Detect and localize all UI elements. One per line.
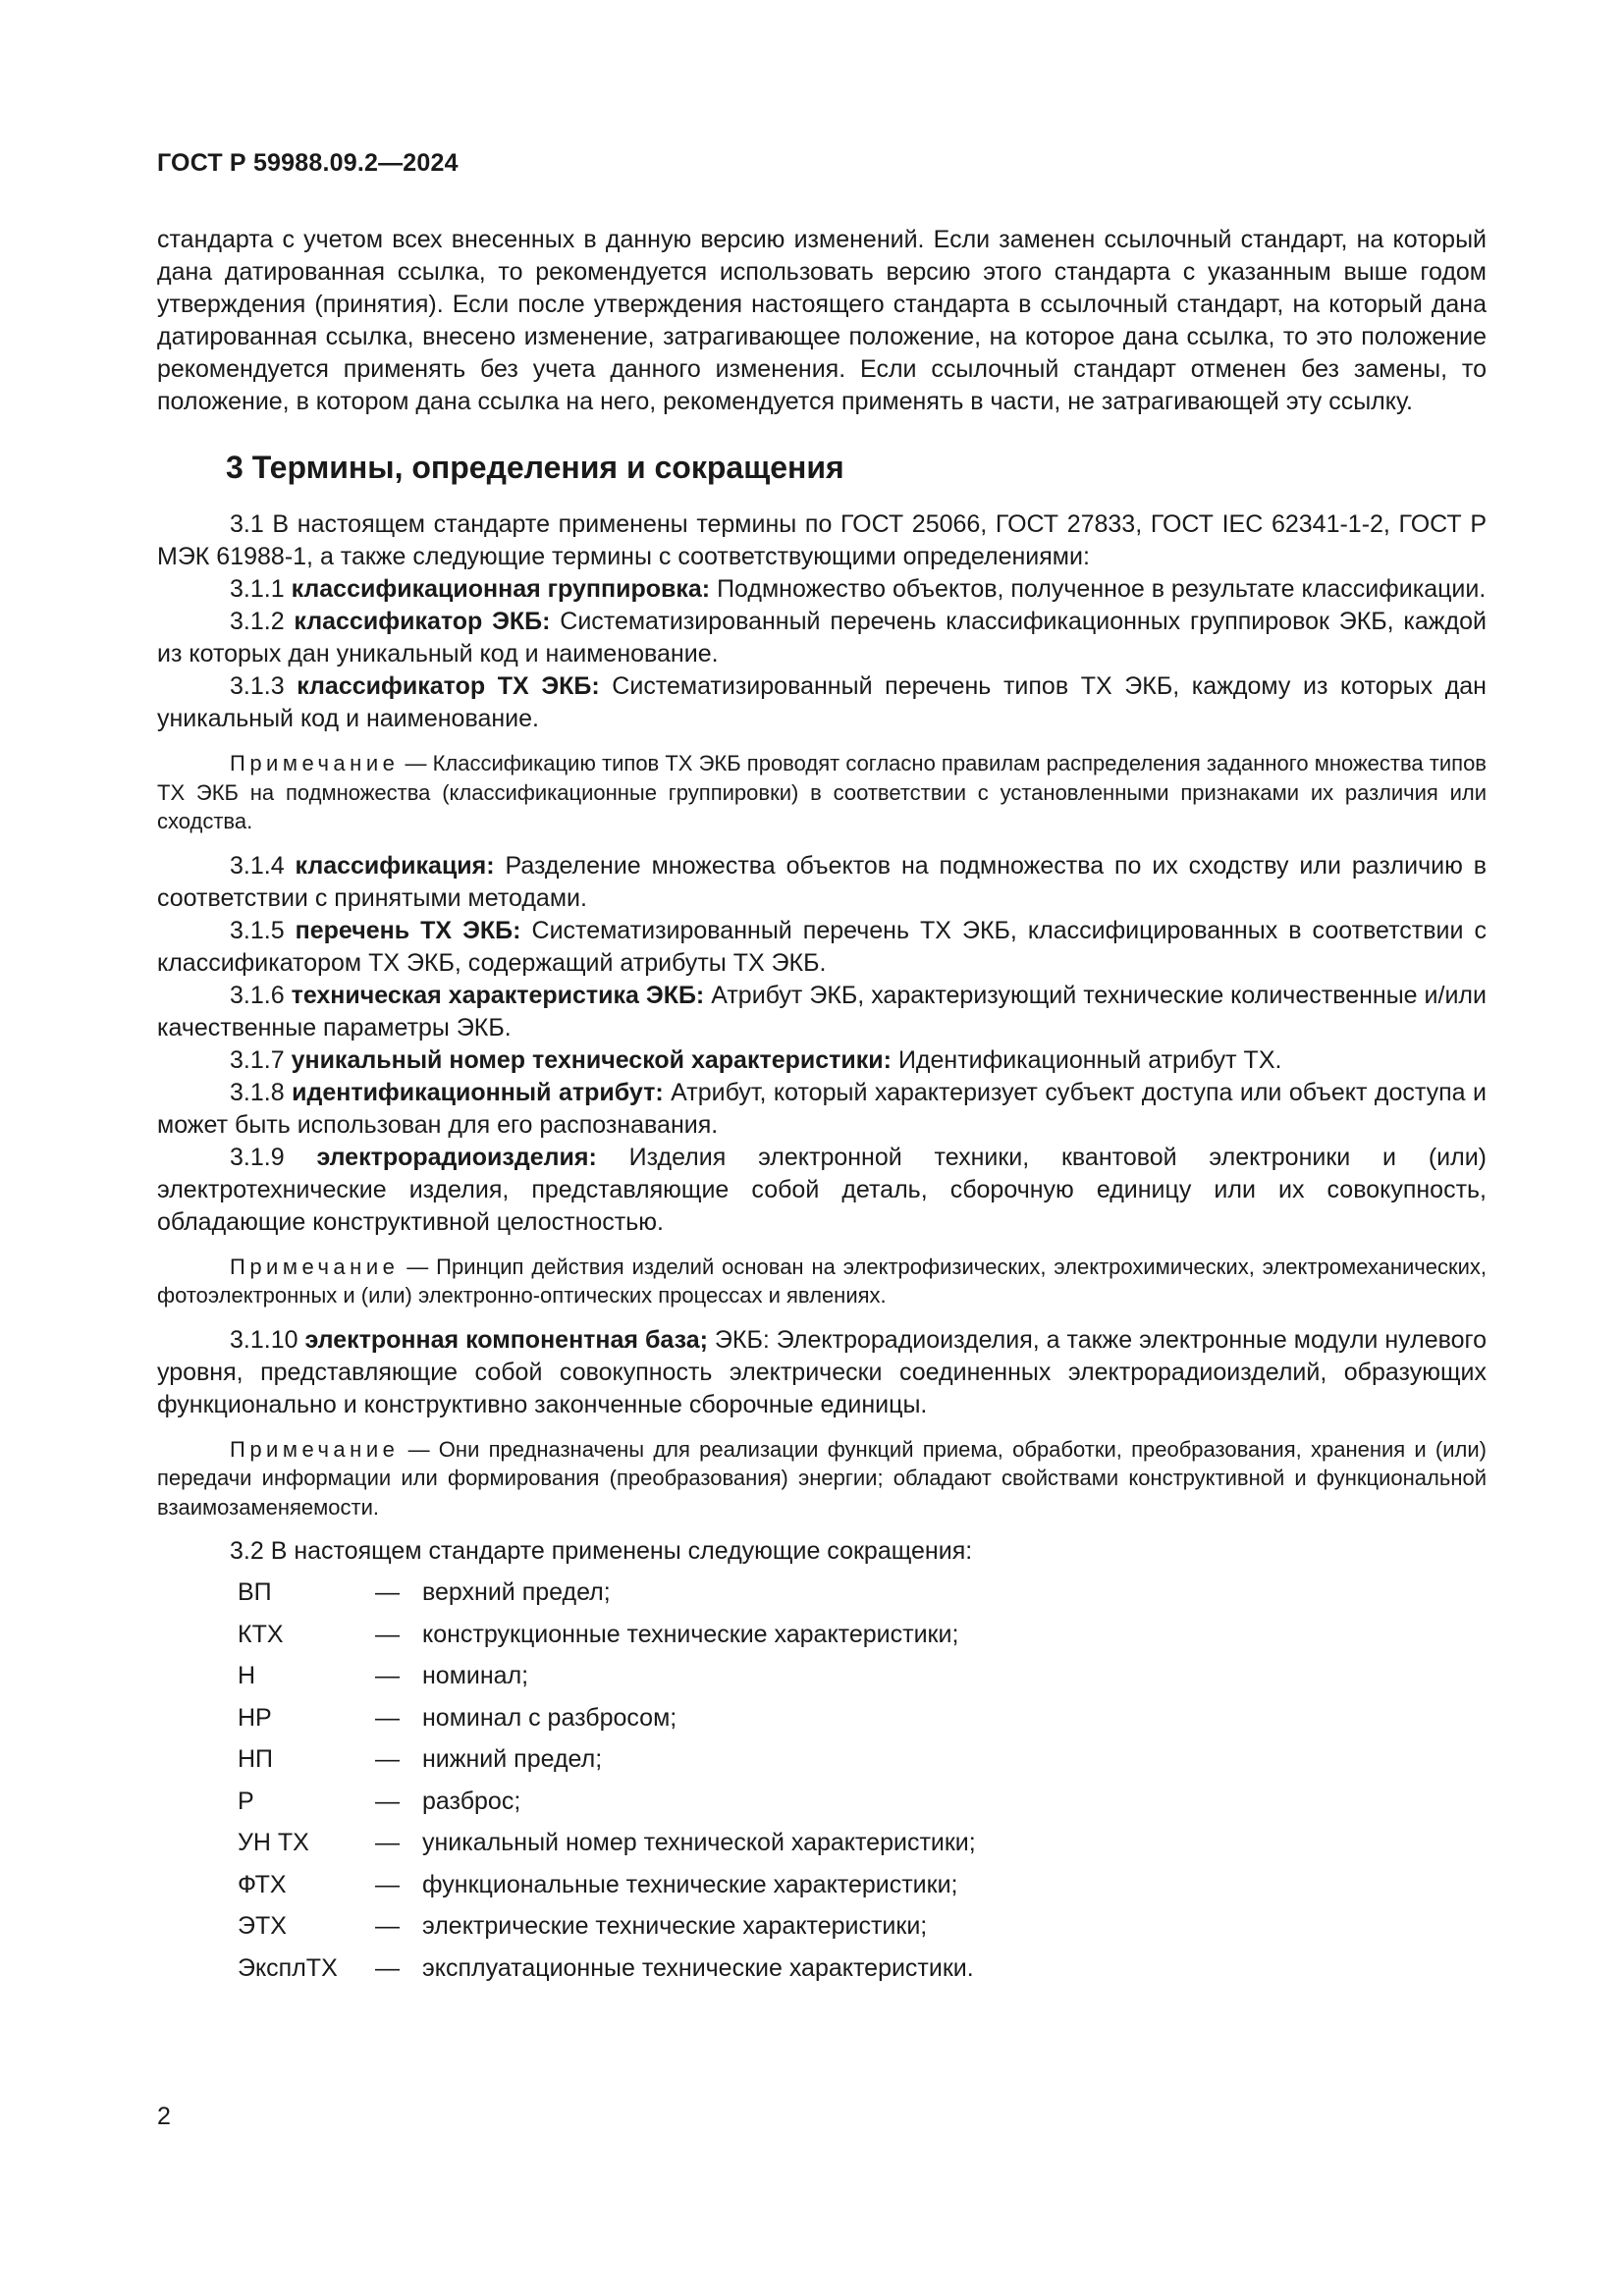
- document-body: [157, 224, 1487, 1989]
- note-label: Примечание: [230, 1436, 400, 1462]
- abbr-text: эксплуатационные технические характеристики.: [422, 1953, 974, 1982]
- abbr-dash: —: [375, 1953, 400, 1982]
- abbr-dash: —: [375, 1787, 400, 1815]
- term-3-1-6: 3.1.6 техническая характеристика ЭКБ: Атрибут ЭКБ, характеризующий технические количественные и/или качественные параметры ЭКБ.: [157, 981, 1487, 1041]
- list-item: [238, 1864, 1487, 1906]
- abbr-text: разброс;: [422, 1787, 521, 1815]
- abbr-dash: —: [375, 1745, 400, 1773]
- term-3-1-4: 3.1.4 классификация: Разделение множества объектов на подмножества по их сходству или различию в соответствии с принятыми методами.: [157, 851, 1487, 912]
- list-item: [238, 1905, 1487, 1948]
- list-item: [238, 1655, 1487, 1697]
- abbr-code: КТХ: [238, 1620, 284, 1648]
- abbr-text: электрические технические характеристики;: [422, 1912, 928, 1940]
- abbr-dash: —: [375, 1912, 400, 1940]
- list-item: [238, 1781, 1487, 1823]
- term-3-1-1: 3.1.1 классификационная группировка: Подмножество объектов, полученное в результате классификации.: [230, 575, 1487, 603]
- abbr-text: уникальный номер технической характеристики;: [422, 1829, 976, 1856]
- abbr-code: НП: [238, 1745, 274, 1773]
- section-heading: 3 Термины, определения и сокращения: [226, 450, 844, 485]
- abbr-text: номинал;: [422, 1662, 529, 1689]
- abbr-code: ЭксплТХ: [238, 1953, 338, 1982]
- intro-paragraph: стандарта с учетом всех внесенных в данную версию изменений. Если заменен ссылочный стандарт, на который дана датированная ссылка, то рекомендуется использовать версию этого стандарта с указанным выше годом утверждения (принятия). Если после утверждения настоящего стандарта в ссылочный стандарт, на который дана датированная ссылка, внесено изменение, затрагивающее положение, на которое дана ссылка, то это положение рекомендуется применять без учета данного изменения. Если ссылочный стандарт отменен без замены, то положение, в котором дана ссылка на него, рекомендуется применять в части, не затрагивающей эту ссылку.: [157, 226, 1487, 415]
- abbr-code: ВП: [238, 1578, 272, 1606]
- abbr-dash: —: [375, 1870, 400, 1898]
- term-3-1-9: 3.1.9 электрорадиоизделия: Изделия электронной техники, квантовой электроники и (или) электротехнические изделия, представляющие собой деталь, сборочную единицу или их совокупность, обладающие конструктивной целостностью.: [157, 1143, 1488, 1236]
- clause-3-2: 3.2 В настоящем стандарте применены следующие сокращения:: [230, 1537, 973, 1565]
- list-item: [238, 1822, 1487, 1864]
- abbr-code: Н: [238, 1662, 256, 1689]
- note-label: Примечание: [230, 1254, 400, 1279]
- abbr-code: ФТХ: [238, 1870, 287, 1898]
- abbr-code: УН ТХ: [238, 1829, 309, 1856]
- term-3-1-5: 3.1.5 перечень ТХ ЭКБ: Систематизированный перечень ТХ ЭКБ, классифицированных в соответствии с классификатором ТХ ЭКБ, содержащий атрибуты ТХ ЭКБ.: [157, 916, 1487, 977]
- abbr-dash: —: [375, 1662, 400, 1689]
- list-item: [238, 1614, 1487, 1656]
- term-3-1-3: 3.1.3 классификатор ТХ ЭКБ: Систематизированный перечень типов ТХ ЭКБ, каждому из которых дан уникальный код и наименование.: [157, 672, 1487, 732]
- abbr-code: НР: [238, 1703, 272, 1732]
- term-3-1-2: 3.1.2 классификатор ЭКБ: Систематизированный перечень классификационных группировок ЭКБ, каждой из которых дан уникальный код и наименование.: [157, 608, 1487, 667]
- abbr-code: ЭТХ: [238, 1912, 287, 1940]
- abbr-text: функциональные технические характеристики;: [422, 1870, 958, 1898]
- note-label: Примечание: [230, 751, 400, 775]
- abbr-text: верхний предел;: [422, 1578, 611, 1606]
- abbr-dash: —: [375, 1703, 400, 1732]
- term-3-1-7: 3.1.7 уникальный номер технической характеристики: Идентификационный атрибут ТХ.: [230, 1045, 1282, 1074]
- document-header: ГОСТ Р 59988.09.2—2024: [157, 149, 459, 177]
- abbreviation-list: [238, 1572, 1487, 1989]
- term-3-1-8: 3.1.8 идентификационный атрибут: Атрибут, который характеризует субъект доступа или объект доступа и может быть использован для его распознавания.: [157, 1078, 1487, 1139]
- abbr-text: нижний предел;: [422, 1745, 603, 1773]
- abbr-dash: —: [375, 1620, 400, 1648]
- abbr-text: конструкционные технические характеристики;: [422, 1620, 959, 1648]
- note-2: Примечание — Принцип действия изделий основан на электрофизических, электрохимических, электромеханических, фотоэлектронных и (или) электронно-оптических процессах и явлениях.: [157, 1254, 1487, 1308]
- list-item: [238, 1572, 1487, 1614]
- abbr-dash: —: [375, 1829, 400, 1856]
- term-3-1-10: 3.1.10 электронная компонентная база; ЭКБ: Электрорадиоизделия, а также электронные модули нулевого уровня, представляющие собой совокупность электрически соединенных электрорадиоизделий, образующих функционально и конструктивно законченные сборочные единицы.: [157, 1325, 1487, 1418]
- abbr-dash: —: [375, 1578, 400, 1606]
- note-1: Примечание — Классификацию типов ТХ ЭКБ проводят согласно правилам распределения заданного множества типов ТХ ЭКБ на подмножества (классификационные группировки) в соответствии с установленными признаками их различия или сходства.: [157, 751, 1487, 833]
- page-number: 2: [157, 2103, 171, 2130]
- abbr-text: номинал с разбросом;: [422, 1703, 677, 1732]
- note-3: Примечание — Они предназначены для реализации функций приема, обработки, преобразования, хранения и (или) передачи информации или формирования (преобразования) энергии; обладают свойствами конструктивной и функциональной взаимозаменяемости.: [157, 1436, 1487, 1520]
- document-page: [157, 0, 1487, 2296]
- list-item: [238, 1738, 1487, 1781]
- list-item: [238, 1948, 1487, 1990]
- clause-3-1: 3.1 В настоящем стандарте применены термины по ГОСТ 25066, ГОСТ 27833, ГОСТ IEC 62341-1-2, ГОСТ Р МЭК 61988-1, а также следующие термины с соответствующими определениями:: [157, 510, 1487, 570]
- abbr-code: Р: [238, 1787, 254, 1815]
- list-item: [238, 1697, 1487, 1739]
